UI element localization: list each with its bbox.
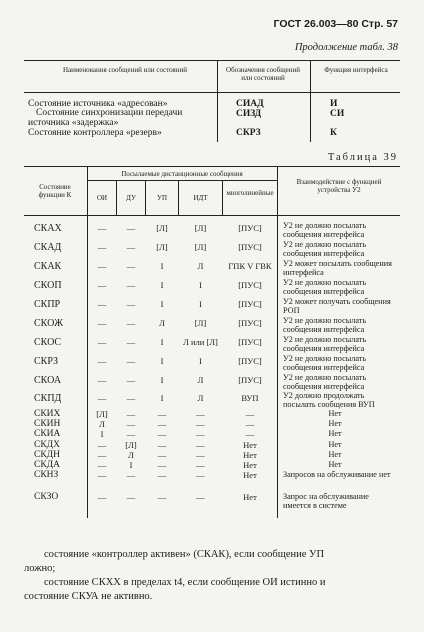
t39-cell-idt: — xyxy=(196,429,205,439)
t38-row-func: И xyxy=(330,99,338,109)
t39-cell-oi: — xyxy=(97,440,107,450)
t39-cell-up: I xyxy=(160,299,164,309)
t39-cell-oi: — xyxy=(97,393,107,403)
t39-row-state: СКДА xyxy=(34,460,61,470)
t39-cell-oi: — xyxy=(97,242,107,252)
t39-row-state: СКАК xyxy=(34,261,62,272)
t39-row-interaction: У2 может получать сообщения РОП xyxy=(283,297,391,316)
t39-cell-oi: I xyxy=(100,429,104,439)
t39-cell-oi: — xyxy=(97,460,107,470)
t39-cell-up: — xyxy=(157,470,167,480)
t39-subheader: ИДТ xyxy=(193,194,208,202)
t39-cell-multi: Нет xyxy=(243,440,257,450)
t39-cell-oi: — xyxy=(97,356,107,366)
t39-subheader: УП xyxy=(156,194,167,202)
t39-subheader: ДУ xyxy=(126,194,136,202)
t39-cell-du: — xyxy=(126,375,136,385)
t39-cell-up: I xyxy=(160,337,164,347)
t38-row-code: СИАД xyxy=(236,99,264,109)
t39-cell-idt: I xyxy=(199,299,202,309)
t39-row-state: СКАД xyxy=(34,242,62,253)
t39-cell-du: — xyxy=(126,318,136,328)
t39-row-interaction: У2 не должно посылать сообщения интерфейса xyxy=(283,240,367,259)
t39-cell-du: — xyxy=(126,280,136,290)
t39-row-interaction: У2 может посылать сообщения интерфейса xyxy=(283,259,392,278)
t39-cell-multi: — xyxy=(245,419,255,429)
t38-row-name: Состояние синхронизации передачи источника «задержка» xyxy=(28,108,183,128)
t39-cell-oi: Л xyxy=(99,419,105,429)
t39-cell-idt: — xyxy=(196,460,205,470)
t39-row-interaction: Нет xyxy=(328,450,342,459)
t39-row-interaction: Запросов на обслуживание нет xyxy=(283,470,391,479)
t39-row-interaction: Нет xyxy=(328,409,342,418)
t39-cell-multi: Нет xyxy=(243,460,257,470)
t39-cell-up: I xyxy=(160,393,164,403)
t38-header-code: Обозначения сообщений или состояний xyxy=(226,66,300,82)
t39-cell-multi: [ПУС] xyxy=(238,318,262,328)
t39-row-state: СКПР xyxy=(34,299,61,310)
t39-row-state: СКИА xyxy=(34,429,61,439)
t39-cell-du: — xyxy=(126,429,136,439)
t39-cell-up: I xyxy=(160,356,164,366)
t39-cell-du: — xyxy=(126,470,136,480)
t39-cell-up: I xyxy=(160,375,164,385)
t39-cell-du: Л xyxy=(128,450,134,460)
t39-row-interaction: У2 не должно посылать сообщения интерфейса xyxy=(283,354,367,373)
t38-row-func: К xyxy=(330,128,337,138)
t39-row-state: СКИН xyxy=(34,419,61,429)
t39-row-state: СКПД xyxy=(34,393,62,404)
t39-cell-multi: Нет xyxy=(243,492,257,502)
t39-cell-oi: — xyxy=(97,280,107,290)
t39-cell-multi: [ПУС] xyxy=(238,337,262,347)
t39-cell-oi: — xyxy=(97,470,107,480)
t38-row-name: Состояние контроллера «резерв» xyxy=(28,128,162,138)
t39-row-state: СКИХ xyxy=(34,409,61,419)
t39-row-interaction: У2 не должно посылать сообщения интерфейса xyxy=(283,373,367,392)
t39-cell-idt: Л xyxy=(197,393,204,403)
t39-row-state: СКАХ xyxy=(34,223,62,234)
body-paragraph: состояние «контроллер активен» (СКАК), если сообщение УП xyxy=(44,549,325,560)
t39-cell-oi: [Л] xyxy=(96,409,108,419)
t39-cell-multi: [ПУС] xyxy=(238,356,262,366)
t39-cell-idt: — xyxy=(196,419,205,429)
t39-row-interaction: Нет xyxy=(328,440,342,449)
t39-cell-du: — xyxy=(126,356,136,366)
t39-cell-du: — xyxy=(126,223,136,233)
t39-cell-idt: — xyxy=(196,470,205,480)
t39-cell-multi: [ПУС] xyxy=(238,242,262,252)
t39-row-state: СКДХ xyxy=(34,440,61,450)
t39-row-state: СКРЗ xyxy=(34,356,59,367)
t39-cell-up: [Л] xyxy=(156,223,168,233)
t39-cell-idt: I xyxy=(199,356,202,366)
t39-cell-du: — xyxy=(126,337,136,347)
t39-cell-multi: [ПУС] xyxy=(238,223,262,233)
body-paragraph: состояние СКХХ в пределах t4, если сообщение ОИ истинно и xyxy=(44,577,326,588)
t39-cell-multi: Нет xyxy=(243,450,257,460)
t39-cell-up: — xyxy=(157,440,167,450)
t39-cell-idt: [Л] xyxy=(194,318,207,328)
table-39-title: Таблица 39 xyxy=(327,152,398,163)
body-paragraph: состояние СКУА не активно. xyxy=(24,591,153,602)
t39-cell-multi: [ПУС] xyxy=(238,280,262,290)
t39-cell-idt: — xyxy=(196,450,205,460)
t39-cell-du: — xyxy=(126,261,136,271)
t39-cell-du: — xyxy=(126,299,136,309)
t39-row-interaction: Нет xyxy=(328,460,342,469)
t39-row-interaction: У2 должно продолжать посылать сообщения ВУП xyxy=(283,391,375,410)
t39-row-state: СКОС xyxy=(34,337,62,348)
t39-cell-idt: I xyxy=(199,280,202,290)
t39-cell-multi: Нет xyxy=(243,470,257,480)
t39-cell-up: — xyxy=(157,450,167,460)
t39-row-interaction: У2 не должно посылать сообщения интерфейса xyxy=(283,335,367,354)
t39-cell-up: Л xyxy=(159,318,165,328)
t39-cell-oi: — xyxy=(97,223,107,233)
t39-cell-multi: — xyxy=(245,429,255,439)
t39-cell-up: I xyxy=(160,261,164,271)
t39-cell-idt: — xyxy=(196,440,205,450)
t39-cell-idt: Л xyxy=(197,375,204,385)
t39-row-interaction: У2 не должно посылать сообщения интерфейса xyxy=(283,278,367,297)
t39-cell-du: — xyxy=(126,409,136,419)
t38-row-code: СИЗД xyxy=(236,109,262,119)
t39-cell-oi: — xyxy=(97,299,107,309)
t38-row-code: СКРЗ xyxy=(236,128,261,138)
page-header: ГОСТ 26.003—80 Стр. 57 xyxy=(273,18,398,30)
t39-cell-idt: [Л] xyxy=(194,223,207,233)
t39-cell-multi: ГПК V ГВК xyxy=(228,261,272,271)
t39-cell-du: — xyxy=(126,419,136,429)
t39-header-interaction: Взаимодействие с функцией устройства У2 xyxy=(296,178,382,194)
t38-row-func: СИ xyxy=(330,109,345,119)
t39-cell-multi: [ПУС] xyxy=(238,375,262,385)
t39-cell-idt: Л или [Л] xyxy=(183,337,218,347)
t38-header-name: Наименования сообщений или состояний xyxy=(62,66,188,74)
t39-cell-multi: ВУП xyxy=(241,393,259,403)
t39-cell-idt: Л xyxy=(197,261,204,271)
t39-cell-du: [Л] xyxy=(125,440,137,450)
table-continuation-caption: Продолжение табл. 38 xyxy=(294,42,398,53)
t39-row-state: СКОА xyxy=(34,375,62,386)
t39-cell-up: — xyxy=(157,492,167,502)
t39-cell-multi: [ПУС] xyxy=(238,299,262,309)
t39-cell-oi: — xyxy=(97,492,107,502)
t39-row-interaction: Нет xyxy=(328,419,342,428)
t39-cell-du: — xyxy=(126,242,136,252)
t38-header-function: Функция интерфейса xyxy=(324,66,388,74)
t39-cell-idt: — xyxy=(196,492,205,502)
t39-header-group: Посылаемые дистанционные сообщения xyxy=(121,170,243,178)
t39-row-interaction: У2 не должно посылать сообщения интерфейса xyxy=(283,221,367,240)
t39-row-state: СКДН xyxy=(34,450,61,460)
t39-row-interaction: У2 не должно посылать сообщения интерфейса xyxy=(283,316,367,335)
t39-cell-idt: [Л] xyxy=(194,242,207,252)
t39-cell-up: I xyxy=(160,280,164,290)
t39-cell-up: — xyxy=(157,460,167,470)
t39-cell-up: — xyxy=(157,429,167,439)
t39-cell-oi: — xyxy=(97,375,107,385)
t39-cell-up: — xyxy=(157,419,167,429)
t39-row-state: СКОЖ xyxy=(34,318,64,329)
t39-cell-oi: — xyxy=(97,450,107,460)
t39-cell-up: — xyxy=(157,409,167,419)
t39-cell-oi: — xyxy=(97,318,107,328)
t39-subheader: многолинейные xyxy=(226,189,274,197)
t39-row-state: СКОП xyxy=(34,280,62,291)
body-paragraph: ложно; xyxy=(24,563,56,574)
t38-row-name: Состояние источника «адресован» xyxy=(28,99,168,109)
t39-cell-up: [Л] xyxy=(156,242,168,252)
t39-cell-multi: — xyxy=(245,409,255,419)
t39-cell-oi: — xyxy=(97,337,107,347)
t39-row-state: СКЗО xyxy=(34,492,59,502)
t39-row-state: СКНЗ xyxy=(34,470,59,480)
t39-cell-du: I xyxy=(129,460,133,470)
t39-cell-idt: — xyxy=(196,409,205,419)
t39-header-state: Состояние функции К xyxy=(38,183,72,199)
t39-subheader: ОИ xyxy=(96,194,108,202)
t39-cell-du: — xyxy=(126,393,136,403)
t39-cell-du: — xyxy=(126,492,136,502)
t39-cell-oi: — xyxy=(97,261,107,271)
t39-row-interaction: Нет xyxy=(328,429,342,438)
t39-row-interaction: Запрос на обслуживание имеется в системе xyxy=(283,492,369,511)
